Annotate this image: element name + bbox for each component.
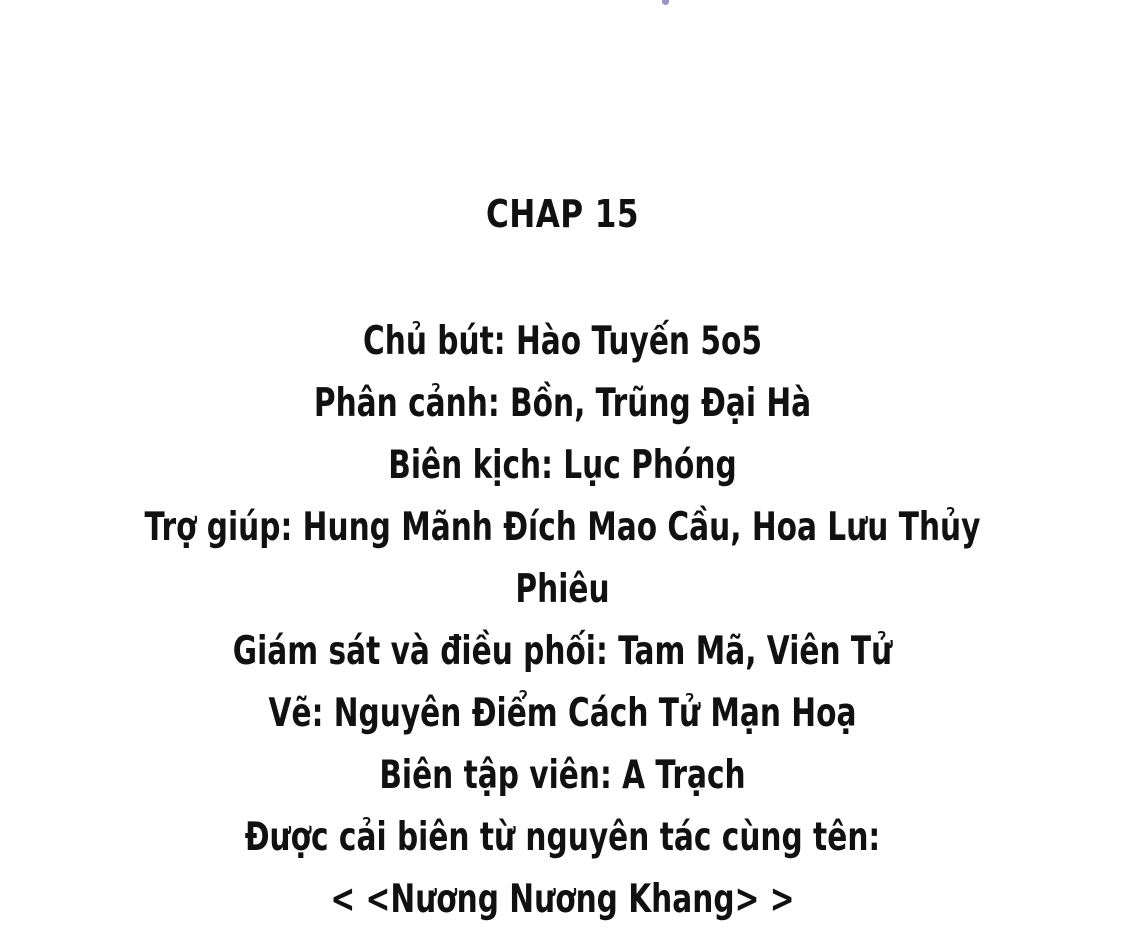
credit-line-editor-in-chief: Chủ bút: Hào Tuyến 5o5 <box>363 319 762 364</box>
credit-line-supervision: Giám sát và điều phối: Tam Mã, Viên Tử <box>232 629 893 674</box>
credit-line-screenwriter: Biên kịch: Lục Phóng <box>388 443 737 488</box>
credit-line-assistants-continued: Phiêu <box>515 567 610 612</box>
credit-line-artist: Vẽ: Nguyên Điểm Cách Tử Mạn Hoạ <box>268 691 857 736</box>
credit-line-storyboard: Phân cảnh: Bồn, Trũng Đại Hà <box>313 381 812 426</box>
stray-ink-dot <box>662 0 669 5</box>
credits-block <box>0 311 1125 931</box>
credit-line-original-title: < <Nương Nương Khang> > <box>330 877 795 922</box>
chapter-title: CHAP 15 <box>486 192 639 236</box>
credit-line-assistants: Trợ giúp: Hung Mãnh Đích Mao Cầu, Hoa Lưu Thủy <box>144 505 981 550</box>
credit-line-editor: Biên tập viên: A Trạch <box>379 753 746 798</box>
credit-line-adaptation: Được cải biên từ nguyên tác cùng tên: <box>244 815 881 860</box>
